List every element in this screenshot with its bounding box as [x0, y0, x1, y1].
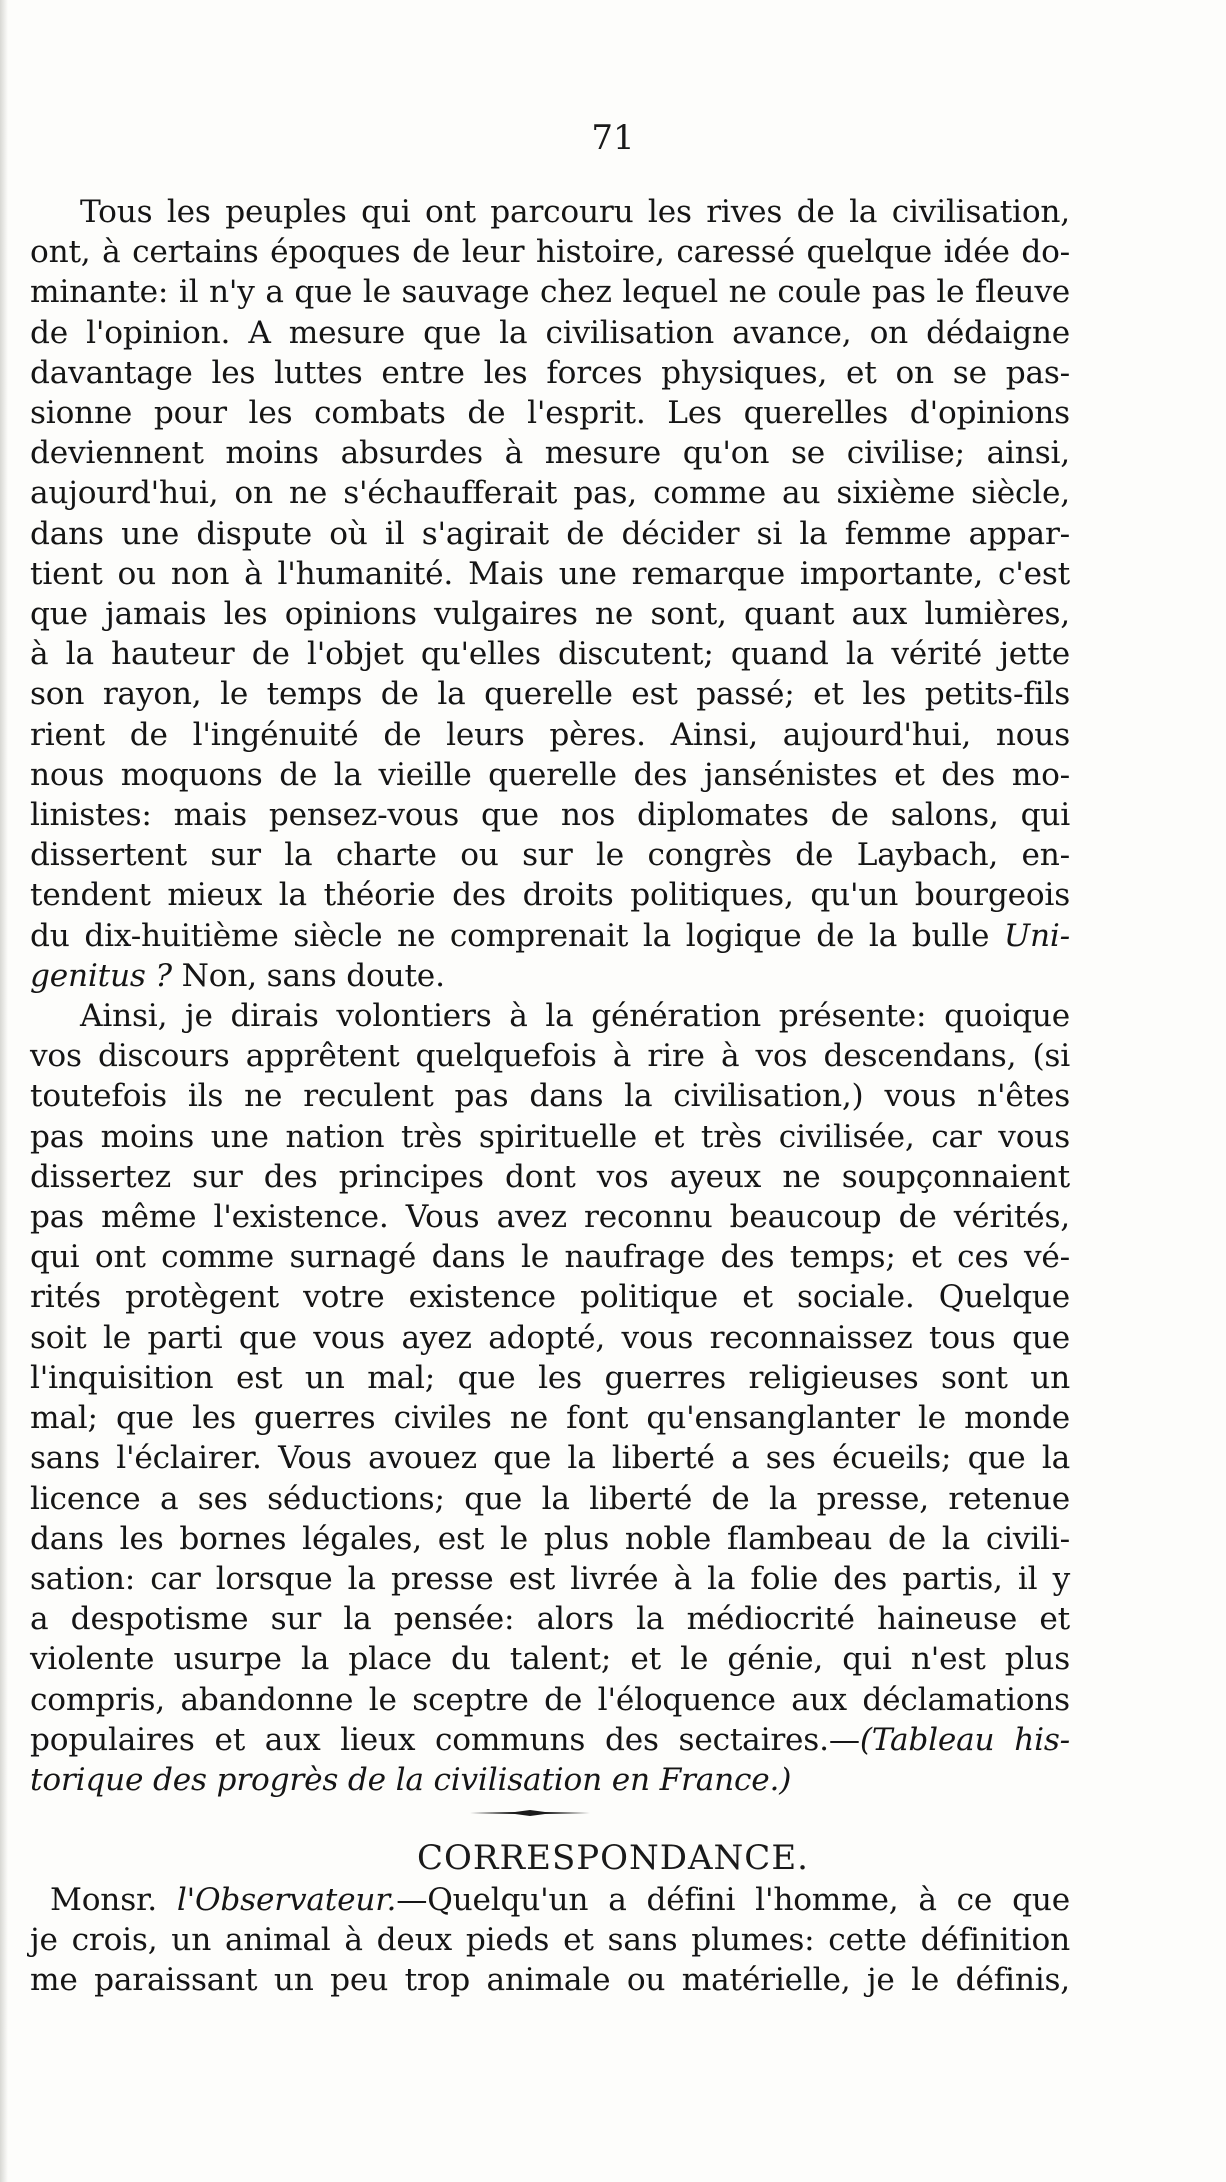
- paragraph-1: [30, 192, 1070, 996]
- source-citation: (Tableau his-: [859, 1721, 1070, 1758]
- text-line: je crois, un animal à deux pieds et sans plumes: cette définition: [30, 1922, 1070, 1959]
- text-line: pas même l'existence. Vous avez reconnu beaucoup de vérités,: [30, 1199, 1070, 1236]
- essay-text: [30, 192, 1070, 1800]
- text-line: davantage les luttes entre les forces physiques, et on se pas-: [30, 354, 1070, 391]
- text-line: dissertent sur la charte ou sur le congrès de Laybach, en-: [30, 837, 1070, 874]
- source-citation: torique des progrès de la civilisation en France.): [30, 1761, 792, 1798]
- text-fragment: Non, sans doute.: [171, 957, 445, 994]
- text-line: pas moins une nation très spirituelle et très civilisée, car vous: [30, 1118, 1070, 1155]
- text-line: que jamais les opinions vulgaires ne sont, quant aux lumières,: [30, 596, 1070, 633]
- correspondance-text: [30, 1880, 1070, 2001]
- text-fragment: du dix-huitième siècle ne comprenait la logique de la bulle: [30, 917, 990, 954]
- text-line: compris, abandonne le sceptre de l'éloquence aux déclamations: [30, 1681, 1070, 1718]
- text-line: sionne pour les combats de l'esprit. Les querelles d'opinions: [30, 395, 1070, 432]
- text-line: sation: car lorsque la presse est livrée à la folie des partis, il y: [30, 1560, 1070, 1597]
- text-line: licence a ses séductions; que la liberté de la presse, retenue: [30, 1480, 1070, 1517]
- text-line: aujourd'hui, on ne s'échaufferait pas, comme au sixième siècle,: [30, 475, 1070, 512]
- text-line: violente usurpe la place du talent; et le génie, qui n'est plus: [30, 1641, 1070, 1678]
- text-line: à la hauteur de l'objet qu'elles discutent; quand la vérité jette: [30, 636, 1070, 673]
- text-line: [30, 956, 1070, 996]
- text-line: Ainsi, je dirais volontiers à la génération présente: quoique: [80, 998, 1070, 1035]
- text-line: Tous les peuples qui ont parcouru les rives de la civilisation,: [80, 194, 1070, 230]
- text-line: [30, 1880, 1070, 1920]
- text-line: rités protègent votre existence politique et sociale. Quelque: [30, 1279, 1070, 1316]
- text-line: l'inquisition est un mal; que les guerres religieuses sont un: [30, 1359, 1070, 1396]
- text-line: nous moquons de la vieille querelle des jansénistes et des mo-: [30, 756, 1070, 793]
- text-line: tient ou non à l'humanité. Mais une remarque importante, c'est: [30, 555, 1070, 592]
- text-line: linistes: mais pensez-vous que nos diplomates de salons, qui: [30, 797, 1070, 834]
- text-line: son rayon, le temps de la querelle est passé; et les petits-fils: [30, 676, 1070, 713]
- text-line: sans l'éclairer. Vous avouez que la liberté a ses écueils; que la: [30, 1440, 1070, 1477]
- text-line: dans les bornes légales, est le plus noble flambeau de la civili-: [30, 1520, 1070, 1557]
- text-line: tendent mieux la théorie des droits politiques, qu'un bourgeois: [30, 877, 1070, 914]
- text-line: dans une dispute où il s'agirait de décider si la femme appar-: [30, 515, 1070, 552]
- text-line: vos discours apprêtent quelquefois à rire à vos descendans, (si: [30, 1038, 1070, 1075]
- text-line: a despotisme sur la pensée: alors la médiocrité haineuse et: [30, 1601, 1070, 1638]
- text-line-unigenitus: [30, 916, 1070, 956]
- correspondance-heading: CORRESPONDANCE.: [417, 1838, 809, 1878]
- text-line: me paraissant un peu trop animale ou matérielle, je le définis,: [30, 1962, 1070, 1999]
- text-line: minante: il n'y a que le sauvage chez lequel ne coule pas le fleuve: [30, 274, 1070, 311]
- text-line: deviennent moins absurdes à mesure qu'on se civilise; ainsi,: [30, 435, 1070, 472]
- text-line: dissertez sur des principes dont vos ayeux ne soupçonnaient: [30, 1158, 1070, 1195]
- text-line: [30, 1760, 1070, 1800]
- text-line: rient de l'ingénuité de leurs pères. Ainsi, aujourd'hui, nous: [30, 716, 1070, 753]
- page-number: 71: [591, 118, 635, 158]
- section-separator: [470, 1810, 590, 1816]
- addressee: l'Observateur.: [176, 1882, 397, 1918]
- text-line: ont, à certains époques de leur histoire, caressé quelque idée do-: [30, 234, 1070, 271]
- text-line: qui ont comme surnagé dans le naufrage des temps; et ces vé-: [30, 1239, 1070, 1276]
- letter-paragraph: [30, 1880, 1070, 2001]
- paragraph-2: [30, 996, 1070, 1800]
- text-line: mal; que les guerres civiles ne font qu'ensanglanter le monde: [30, 1400, 1070, 1437]
- text-line-citation: [30, 1720, 1070, 1760]
- text-line: toutefois ils ne reculent pas dans la civilisation,) vous n'êtes: [30, 1078, 1070, 1115]
- text-line: de l'opinion. A mesure que la civilisation avance, on dédaigne: [30, 314, 1070, 351]
- text-line: soit le parti que vous ayez adopté, vous reconnaissez tous que: [30, 1319, 1070, 1356]
- italic-word: Uni-: [1003, 917, 1070, 954]
- text-fragment: populaires et aux lieux communs des sectaires.—: [30, 1721, 860, 1758]
- salutation: Monsr.: [50, 1882, 177, 1918]
- text-fragment: —Quelqu'un a défini l'homme, à ce que: [396, 1882, 1070, 1918]
- italic-word: genitus ?: [30, 957, 172, 994]
- ornament-rule-icon: [470, 1810, 590, 1816]
